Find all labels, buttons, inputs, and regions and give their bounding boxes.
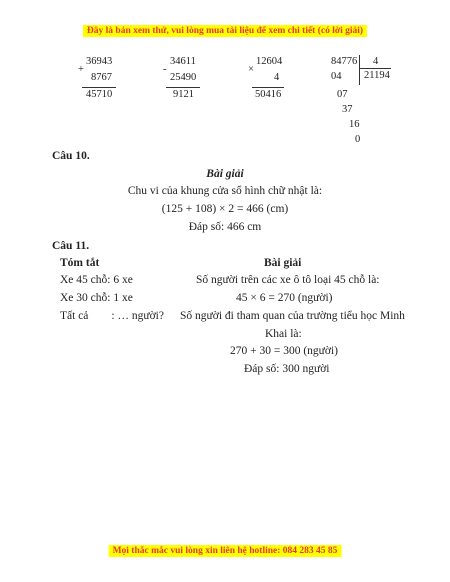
answer-line: Đáp số: 300 người	[244, 363, 330, 375]
quotient: 21194	[364, 70, 390, 81]
solution-title: Bài giải	[264, 257, 302, 269]
question-label: Câu 10.	[52, 150, 90, 162]
hotline-banner: Mọi thắc mắc vui lòng xin liên hệ hotline: 084 283 45 85	[109, 545, 342, 557]
multiplicand: 12604	[256, 56, 283, 67]
division-step: 16	[349, 119, 360, 130]
divisor: 4	[373, 56, 379, 67]
division-horizontal-rule	[359, 68, 391, 69]
preview-banner: Đây là bản xem thử, vui lòng mua tài liệu để xem chi tiết (có lời giải)	[83, 25, 367, 37]
division-vertical-rule	[359, 55, 360, 85]
addition-result: 45710	[86, 89, 113, 100]
multiplication-rule	[252, 87, 284, 88]
plus-sign: +	[78, 64, 84, 75]
solution-line: (125 + 108) × 2 = 466 (cm)	[161, 203, 289, 215]
solution-line: Số người trên các xe ô tô loại 45 chỗ là:	[196, 274, 380, 286]
solution-line: Khai là:	[265, 328, 302, 340]
division-step: 0	[355, 134, 361, 145]
multiplier: 4	[274, 72, 280, 83]
times-sign: ×	[248, 64, 254, 75]
answer-line: Đáp số: 466 cm	[188, 221, 262, 233]
division-step: 37	[342, 104, 353, 115]
solution-line: 270 + 30 = 300 (người)	[230, 345, 339, 357]
subtraction-result: 9121	[173, 89, 194, 100]
minus-sign: -	[163, 64, 167, 75]
question-label: Câu 11.	[52, 240, 90, 252]
division-step: 07	[337, 89, 348, 100]
solution-line: 45 × 6 = 270 (người)	[236, 292, 333, 304]
summary-line: Tất cả : … người?	[60, 310, 164, 322]
solution-line: Số người đi tham quan của trường tiểu học Minh	[180, 310, 405, 322]
division-step: 04	[331, 71, 342, 82]
subtrahend: 25490	[170, 72, 197, 83]
solution-title: Bài giải	[206, 168, 244, 180]
addend-bottom: 8767	[91, 72, 112, 83]
summary-line: Xe 45 chỗ: 6 xe	[60, 274, 133, 286]
multiplication-result: 50416	[255, 89, 282, 100]
subtraction-rule	[166, 87, 200, 88]
addition-rule	[82, 87, 116, 88]
minuend: 34611	[170, 56, 196, 67]
summary-title: Tóm tắt	[60, 257, 100, 269]
dividend: 84776	[331, 56, 358, 67]
addend-top: 36943	[86, 56, 113, 67]
summary-line: Xe 30 chỗ: 1 xe	[60, 292, 133, 304]
solution-line: Chu vi của khung cửa sổ hình chữ nhật là:	[127, 185, 323, 197]
